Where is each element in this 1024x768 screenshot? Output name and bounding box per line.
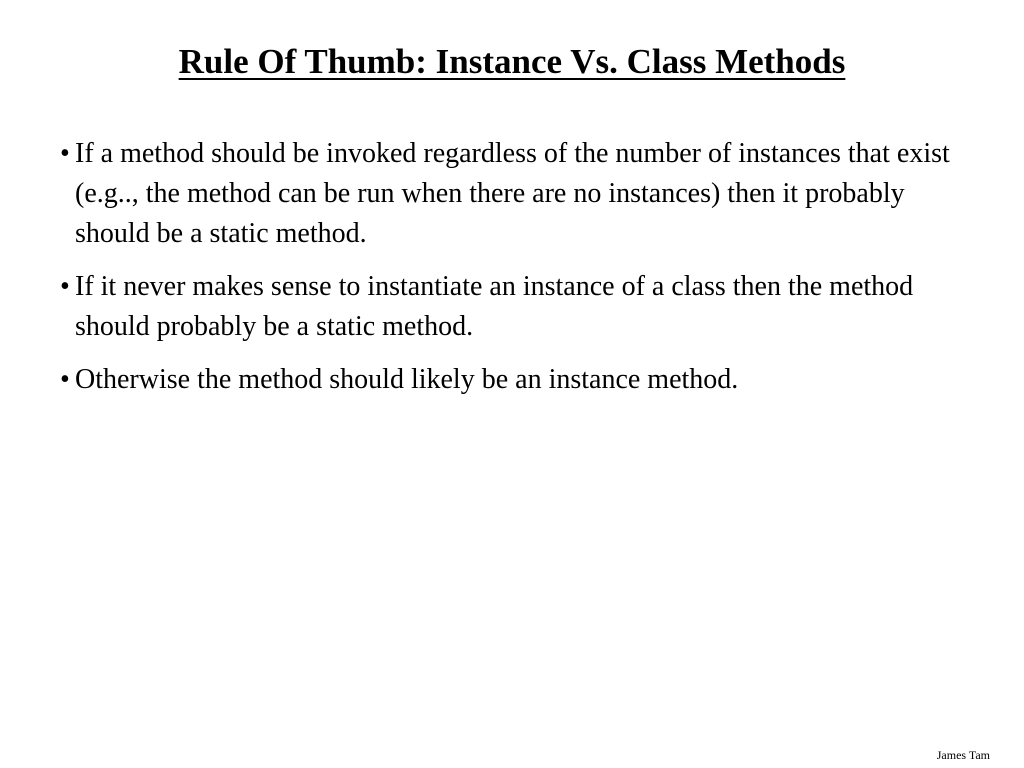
bullet-dot-icon: •: [60, 138, 70, 169]
bullet-dot-icon: •: [60, 271, 70, 302]
bullet-text: If a method should be invoked regardless of the number of instances that exist (e.g.., the method can be run when there are no instances) then it probably should be a static method.: [75, 138, 950, 249]
bullet-item: [60, 134, 960, 254]
bullet-text: If it never makes sense to instantiate an instance of a class then the method should probably be a static method.: [75, 271, 914, 342]
slide-title-text: Rule Of Thumb: Instance Vs. Class Methods: [178, 42, 846, 81]
bullet-text: Otherwise the method should likely be an instance method.: [75, 364, 739, 395]
bullet-item: [60, 267, 960, 347]
bullet-dot-icon: •: [60, 364, 70, 395]
footer-author: James Tam: [936, 748, 990, 762]
slide-title: [0, 40, 1024, 84]
bullet-list: [60, 134, 960, 413]
bullet-item: [60, 360, 960, 400]
